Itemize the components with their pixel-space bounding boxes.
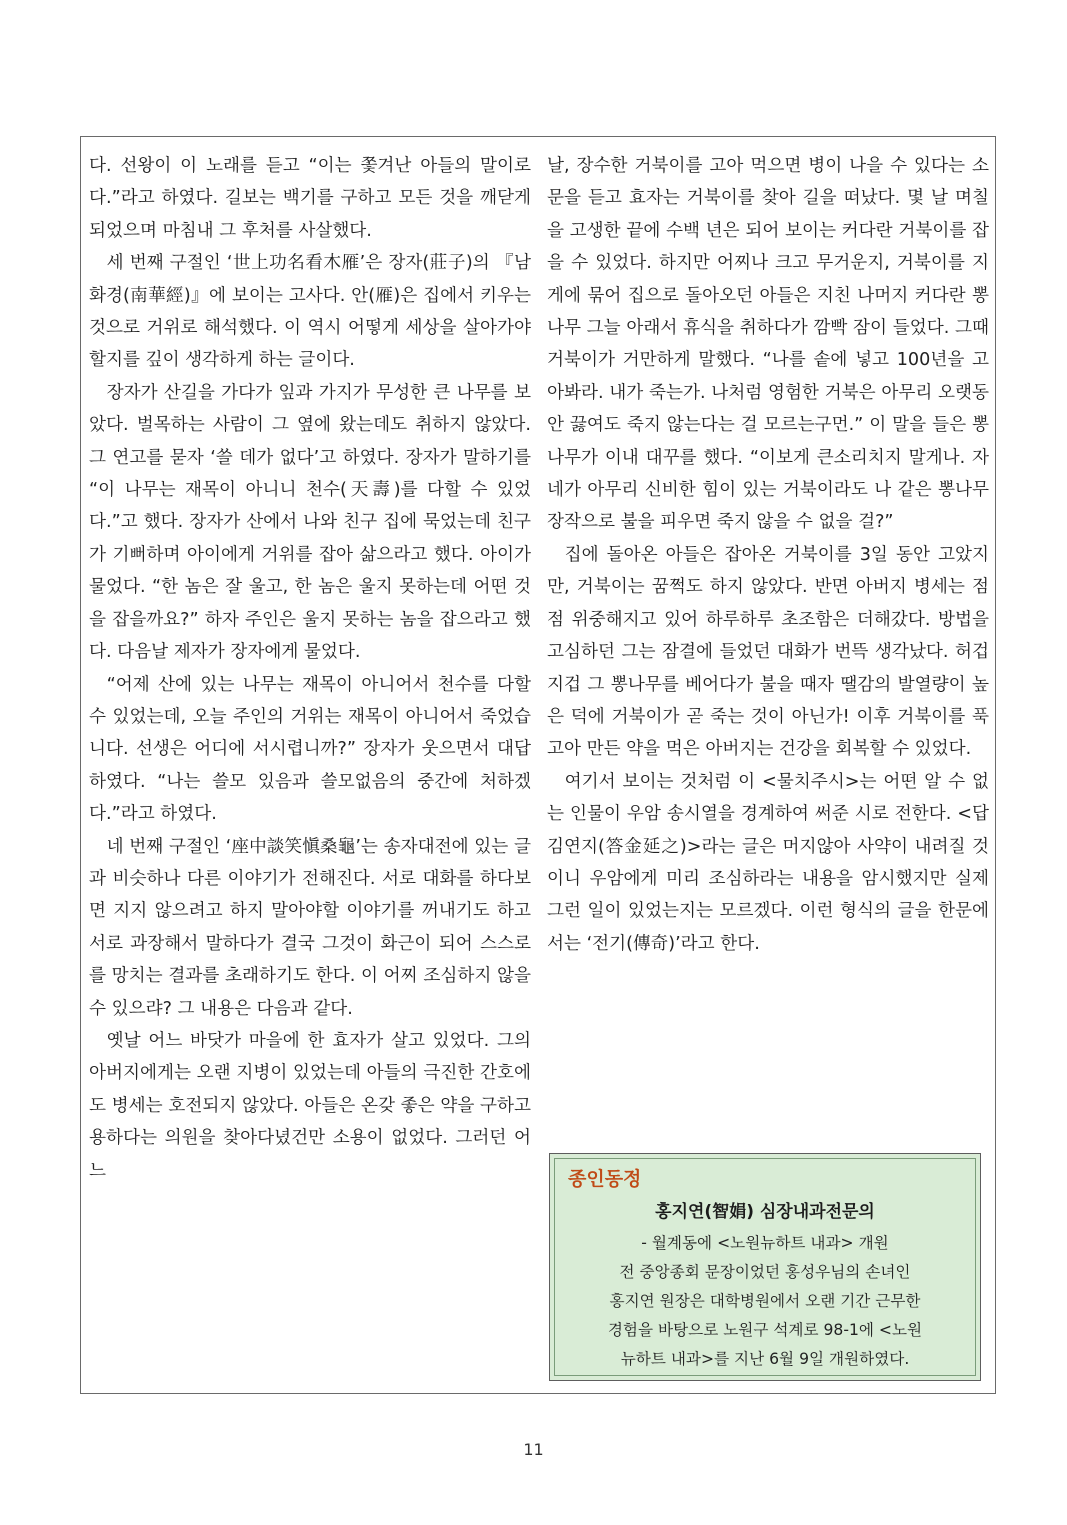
notice-line: 전 중앙종회 문장이었던 홍성우님의 손녀인 — [619, 1263, 911, 1281]
notice-line: 경험을 바탕으로 노원구 석계로 98-1에 <노원 — [607, 1321, 923, 1339]
paragraph: 네 번째 구절인 ‘座中談笑愼桑龜’는 송자대전에 있는 글과 비슷하나 다른 이야기가 전해진다. 서로 대화를 하다보면 지지 않으려고 하지 말아야할 이야기를 꺼내기도 하고 서로 과장해서 말하다가 결국 그것이 화근이 되어 스스로를 망치는 결과를 초래하기도 한다. 이 어찌 조심하지 않을 수 있으랴? 그 내용은 다음과 같다. — [89, 836, 531, 1019]
paragraph: 날, 장수한 거북이를 고아 먹으면 병이 나을 수 있다는 소문을 듣고 효자는 거북이를 찾아 길을 떠났다. 몇 날 며칠을 고생한 끝에 수백 년은 되어 보이는 커다란 거북이를 잡을 수 있었다. 하지만 어찌나 크고 무거운지, 거북이를 지게에 묶어 집으로 돌아오던 아들은 지친 나머지 커다란 뽕나무 그늘 아래서 휴식을 취하다가 깜빡 잠이 들었다. 그때 거북이가 거만하게 말했다. “나를 솥에 넣고 100년을 고아봐라. 내가 죽는가. 나처럼 영험한 거북은 아무리 오랫동안 끓여도 죽지 않는다는 걸 모르는구먼.” 이 말을 들은 뽕나무가 이내 대꾸를 했다. “이보게 큰소리치지 말게나. 자네가 아무리 신비한 힘이 있는 거북이라도 나 같은 뽕나무 장작으로 불을 피우면 죽지 않을 수 없을 걸?” — [547, 156, 989, 533]
paragraph: 옛날 어느 바닷가 마을에 한 효자가 살고 있었다. 그의 아버지에게는 오랜 지병이 있었는데 아들의 극진한 간호에도 병세는 호전되지 않았다. 아들은 온갖 좋은 약을 구하고 용하다는 의원을 찾아다녔건만 소용이 없었다. 그러던 어느 — [89, 1030, 531, 1181]
paragraph: 여기서 보이는 것처럼 이 <물치주시>는 어떤 알 수 없는 인물이 우암 송시열을 경계하여 써준 시로 전한다. <답김연지(答金延之)>라는 글은 머지않아 사약이 내려질 것이니 우암에게 미리 조심하라는 내용을 암시했지만 실제 그런 일이 있었는지는 모르겠다. 이런 형식의 글을 한문에서는 ‘전기(傳奇)’라고 한다. — [547, 771, 990, 954]
paragraph: 다. 선왕이 이 노래를 듣고 “이는 쫓겨난 아들의 말이로다.”라고 하였다. 길보는 백기를 구하고 모든 것을 깨닫게 되었으며 마침내 그 후처를 사살했다. — [89, 156, 531, 241]
notice-line: 뉴하트 내과>를 지난 6월 9일 개원하였다. — [620, 1350, 910, 1368]
left-column — [89, 150, 531, 1187]
notice-line: - 월계동에 <노원뉴하트 내과> 개원 — [641, 1234, 889, 1252]
notice-body — [558, 1229, 972, 1374]
notice-box — [549, 1153, 981, 1381]
paragraph: 집에 돌아온 아들은 잡아온 거북이를 3일 동안 고았지만, 거북이는 꿈쩍도 하지 않았다. 반면 아버지 병세는 점점 위중해지고 있어 하루하루 초조함은 더해갔다. 방법을 고심하던 그는 잠결에 들었던 대화가 번뜩 생각났다. 허겁지겁 그 뽕나무를 베어다가 불을 때자 땔감의 발열량이 높은 덕에 거북이가 곧 죽는 것이 아닌가! 이후 거북이를 푹 고아 만든 약을 먹은 아버지는 건강을 회복할 수 있었다. — [547, 544, 989, 760]
paragraph: 세 번째 구절인 ‘世上功名看木雁’은 장자(莊子)의 『남화경(南華經)』에 보이는 고사다. 안(雁)은 집에서 키우는 것으로 거위로 해석했다. 이 역시 어떻게 세상을 살아가야 할지를 깊이 생각하게 하는 글이다. — [89, 253, 531, 371]
right-column — [547, 150, 989, 960]
paragraph: 장자가 산길을 가다가 잎과 가지가 무성한 큰 나무를 보았다. 벌목하는 사람이 그 옆에 왔는데도 취하지 않았다. 그 연고를 묻자 ‘쓸 데가 없다’고 하였다. 장자가 말하기를 “이 나무는 재목이 아니니 천수(天壽)를 다할 수 있었다.”고 했다. 장자가 산에서 나와 친구 집에 묵었는데 친구가 기뻐하며 아이에게 거위를 잡아 삶으라고 했다. 아이가 물었다. “한 놈은 잘 울고, 한 놈은 울지 못하는데 어떤 것을 잡을까요?” 하자 주인은 울지 못하는 놈을 잡으라고 했다. 다음날 제자가 장자에게 물었다. — [89, 382, 531, 663]
notice-title: 종인동정 — [568, 1168, 642, 1190]
paragraph: “어제 산에 있는 나무는 재목이 아니어서 천수를 다할 수 있었는데, 오늘 주인의 거위는 재목이 아니어서 죽었습니다. 선생은 어디에 서시렵니까?” 장자가 웃으면서 대답하였다. “나는 쓸모 있음과 쓸모없음의 중간에 처하겠다.”라고 하였다. — [89, 674, 531, 825]
page-number: 11 — [523, 1440, 544, 1459]
notice-line: 홍지연 원장은 대학병원에서 오랜 기간 근무한 — [609, 1292, 921, 1310]
notice-heading: 홍지연(智娟) 심장내과전문의 — [655, 1202, 875, 1222]
